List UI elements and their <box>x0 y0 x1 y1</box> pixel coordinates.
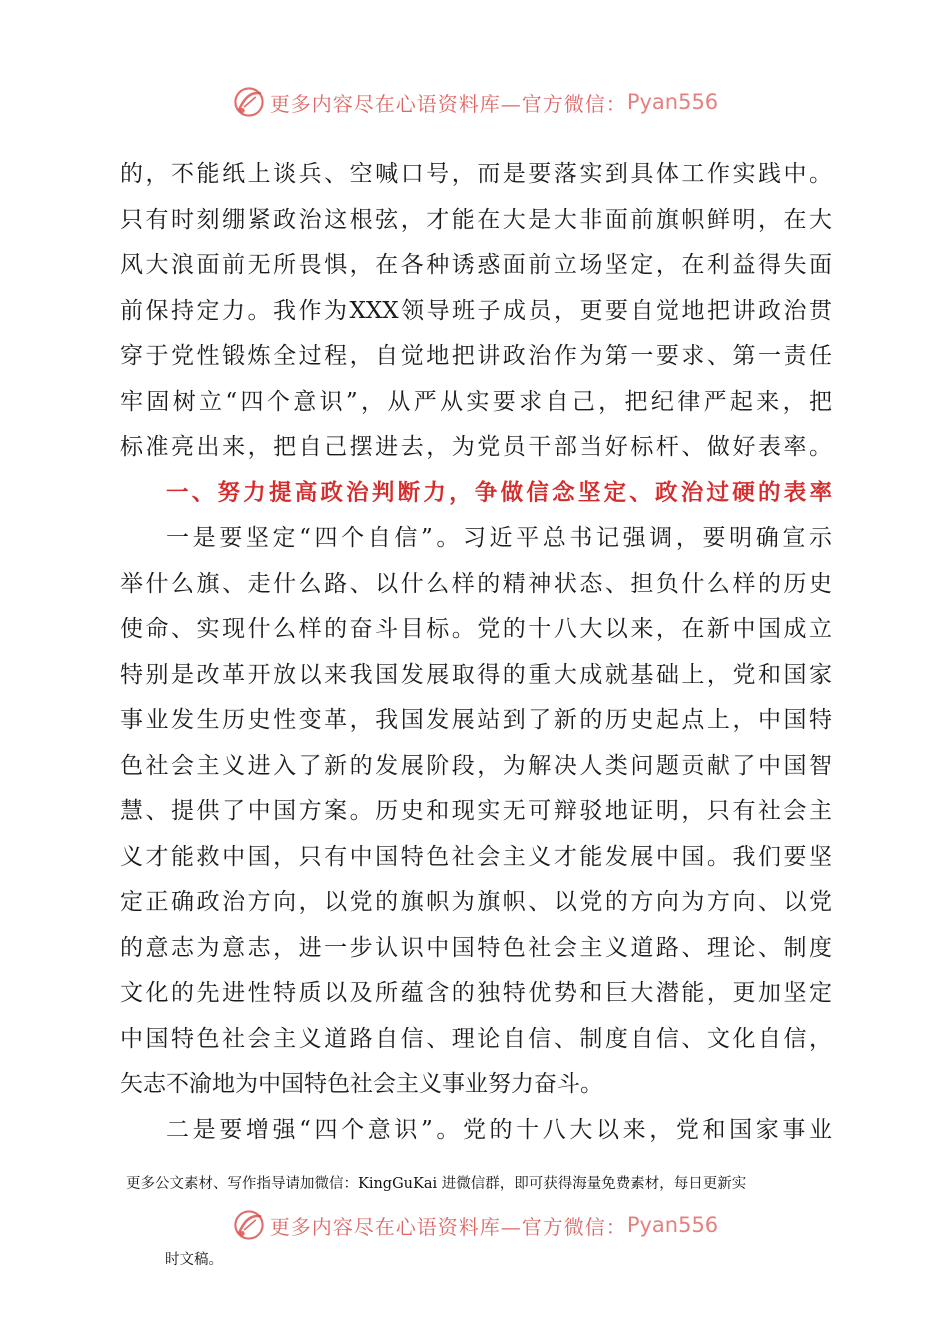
text-line: 的意志为意志，进一步认识中国特色社会主义道路、理论、制度 <box>120 934 832 961</box>
watermark-text: 更多内容尽在心语资料库—官方微信： <box>269 1214 627 1239</box>
watermark-id: Pyan556 <box>626 1213 719 1237</box>
watermark-id: Pyan556 <box>626 90 719 114</box>
text-line: 二是要增强“四个意识”。党的十八大以来，党和国家事业 <box>166 1116 832 1143</box>
watermark-text: 更多内容尽在心语资料库—官方微信： <box>269 91 627 116</box>
text-line: 义才能救中国，只有中国特色社会主义才能发展中国。我们要坚 <box>120 843 832 870</box>
text-line: 慧、提供了中国方案。历史和现实无可辩驳地证明，只有社会主 <box>120 798 832 824</box>
text-line: 特别是改革开放以来我国发展取得的重大成就基础上，党和国家 <box>120 661 832 688</box>
watermark-logo-icon <box>232 85 266 119</box>
text-line: 牢固树立“四个意识”，从严从实要求自己，把纪律严起来，把 <box>120 388 832 415</box>
watermark-footer <box>0 1205 950 1245</box>
text-line: 的，不能纸上谈兵、空喊口号，而是要落实到具体工作实践中。 <box>120 161 832 187</box>
text-line: 中国特色社会主义道路自信、理论自信、制度自信、文化自信， <box>120 1025 832 1052</box>
text-line: 前保持定力。我作为XXX领导班子成员，更要自觉地把讲政治贯 <box>120 297 832 324</box>
text-line: 事业发生历史性变革，我国发展站到了新的历史起点上，中国特 <box>120 707 832 733</box>
text-line: 穿于党性锻炼全过程，自觉地把讲政治作为第一要求、第一责任 <box>120 343 832 369</box>
footer-note: 更多公文素材、写作指导请加微信：KingGuKai 进微信群，即可获得海量免费素材，每日更新实 <box>126 1176 747 1192</box>
text-line: 色社会主义进入了新的发展阶段，为解决人类问题贡献了中国智 <box>120 752 832 779</box>
text-line: 举什么旗、走什么路、以什么样的精神状态、担负什么样的历史 <box>120 570 832 597</box>
text-line: 只有时刻绷紧政治这根弦，才能在大是大非面前旗帜鲜明，在大 <box>120 206 832 233</box>
text-line: 标准亮出来，把自己摆进去，为党员干部当好标杆、做好表率。 <box>120 434 832 460</box>
footer-tail: 时文稿。 <box>165 1252 223 1268</box>
watermark-header <box>0 82 950 122</box>
text-line: 一是要坚定“四个自信”。习近平总书记强调，要明确宣示 <box>166 525 832 551</box>
document-body <box>120 152 832 1153</box>
text-line: 矢志不渝地为中国特色社会主义事业努力奋斗。 <box>120 1071 603 1097</box>
text-line: 风大浪面前无所畏惧，在各种诱惑面前立场坚定，在利益得失面 <box>120 252 832 278</box>
watermark-logo-icon <box>232 1208 266 1242</box>
text-line: 文化的先进性特质以及所蕴含的独特优势和巨大潜能，更加坚定 <box>120 980 832 1006</box>
section-heading: 一、努力提高政治判断力，争做信念坚定、政治过硬的表率 <box>166 479 832 506</box>
text-line: 使命、实现什么样的奋斗目标。党的十八大以来，在新中国成立 <box>120 616 832 642</box>
text-line: 定正确政治方向，以党的旗帜为旗帜、以党的方向为方向、以党 <box>120 889 832 915</box>
